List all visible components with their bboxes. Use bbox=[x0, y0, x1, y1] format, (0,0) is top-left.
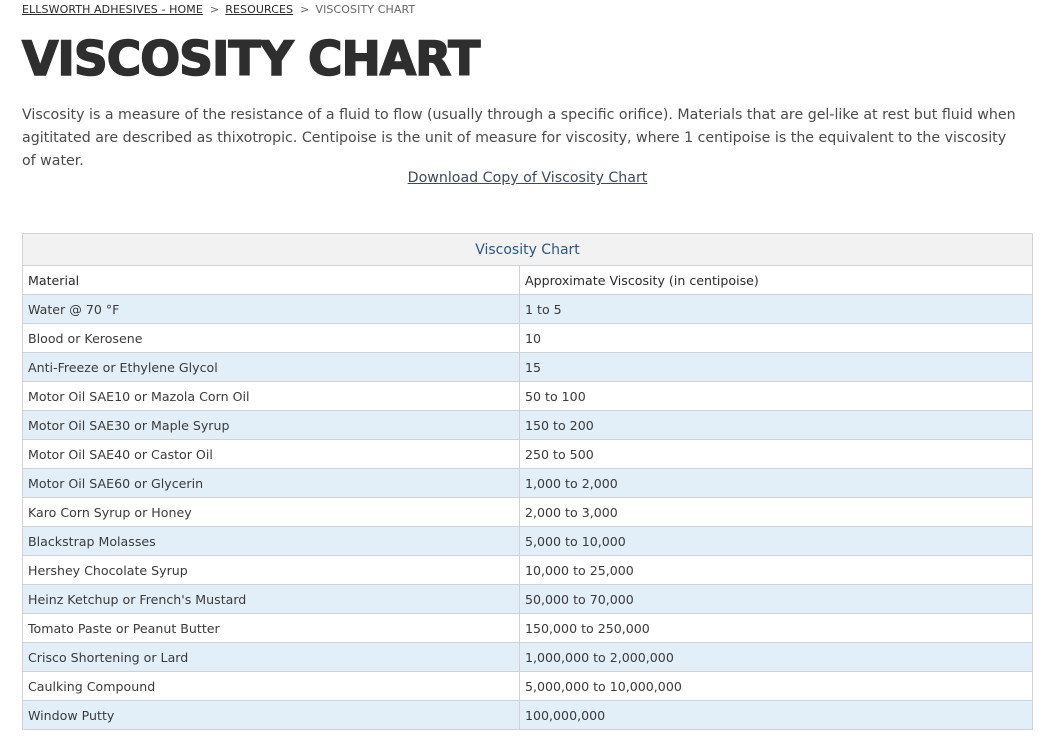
viscosity-cell: 1,000 to 2,000 bbox=[520, 469, 1033, 498]
viscosity-cell: 150 to 200 bbox=[520, 411, 1033, 440]
material-cell: Hershey Chocolate Syrup bbox=[23, 556, 520, 585]
material-cell: Blackstrap Molasses bbox=[23, 527, 520, 556]
viscosity-cell: 5,000 to 10,000 bbox=[520, 527, 1033, 556]
breadcrumb-separator: > bbox=[300, 3, 310, 16]
material-cell: Tomato Paste or Peanut Butter bbox=[23, 614, 520, 643]
table-caption-row bbox=[23, 234, 1033, 266]
material-cell: Crisco Shortening or Lard bbox=[23, 643, 520, 672]
table-row bbox=[23, 411, 1033, 440]
column-header-viscosity: Approximate Viscosity (in centipoise) bbox=[520, 266, 1033, 295]
table-body bbox=[23, 295, 1033, 730]
viscosity-cell: 1,000,000 to 2,000,000 bbox=[520, 643, 1033, 672]
table-row bbox=[23, 469, 1033, 498]
breadcrumb bbox=[22, 3, 415, 16]
table-row bbox=[23, 295, 1033, 324]
viscosity-cell: 5,000,000 to 10,000,000 bbox=[520, 672, 1033, 701]
download-chart-link[interactable]: Download Copy of Viscosity Chart bbox=[407, 170, 648, 186]
viscosity-cell: 50,000 to 70,000 bbox=[520, 585, 1033, 614]
material-cell: Heinz Ketchup or French's Mustard bbox=[23, 585, 520, 614]
breadcrumb-separator: > bbox=[209, 3, 220, 16]
viscosity-cell: 15 bbox=[520, 353, 1033, 382]
material-cell: Motor Oil SAE60 or Glycerin bbox=[23, 469, 520, 498]
table-row bbox=[23, 382, 1033, 411]
material-cell: Blood or Kerosene bbox=[23, 324, 520, 353]
material-cell: Window Putty bbox=[23, 701, 520, 730]
viscosity-cell: 2,000 to 3,000 bbox=[520, 498, 1033, 527]
viscosity-cell: 10 bbox=[520, 324, 1033, 353]
table-row bbox=[23, 498, 1033, 527]
material-cell: Motor Oil SAE40 or Castor Oil bbox=[23, 440, 520, 469]
material-cell: Water @ 70 °F bbox=[23, 295, 520, 324]
material-cell: Motor Oil SAE10 or Mazola Corn Oil bbox=[23, 382, 520, 411]
table-row bbox=[23, 643, 1033, 672]
table-row bbox=[23, 614, 1033, 643]
breadcrumb-current: VISCOSITY CHART bbox=[315, 3, 416, 16]
intro-paragraph: Viscosity is a measure of the resistance of a fluid to flow (usually through a specific orifice). Materials that are gel-like at rest but fluid when agititated are described as thixotropic. Centipoise is the unit of measure for viscosity, where 1 centipoise is the equivalent to the viscosity of water. bbox=[22, 107, 1016, 169]
table-row bbox=[23, 585, 1033, 614]
material-cell: Motor Oil SAE30 or Maple Syrup bbox=[23, 411, 520, 440]
material-cell: Anti-Freeze or Ethylene Glycol bbox=[23, 353, 520, 382]
material-cell: Karo Corn Syrup or Honey bbox=[23, 498, 520, 527]
viscosity-cell: 150,000 to 250,000 bbox=[520, 614, 1033, 643]
breadcrumb-home-link[interactable]: ELLSWORTH ADHESIVES - HOME bbox=[22, 3, 203, 16]
table-row bbox=[23, 556, 1033, 585]
viscosity-table bbox=[22, 233, 1033, 730]
table-row bbox=[23, 440, 1033, 469]
table-caption: Viscosity Chart bbox=[23, 234, 1033, 266]
download-container bbox=[0, 170, 1042, 186]
viscosity-cell: 250 to 500 bbox=[520, 440, 1033, 469]
table-row bbox=[23, 324, 1033, 353]
table-row bbox=[23, 527, 1033, 556]
viscosity-cell: 100,000,000 bbox=[520, 701, 1033, 730]
viscosity-cell: 10,000 to 25,000 bbox=[520, 556, 1033, 585]
column-header-material: Material bbox=[23, 266, 520, 295]
page-title: VISCOSITY CHART bbox=[22, 32, 480, 87]
table-header-row bbox=[23, 266, 1033, 295]
breadcrumb-resources-link[interactable]: RESOURCES bbox=[225, 3, 294, 16]
material-cell: Caulking Compound bbox=[23, 672, 520, 701]
table-row bbox=[23, 701, 1033, 730]
table-row bbox=[23, 672, 1033, 701]
table-row bbox=[23, 353, 1033, 382]
viscosity-cell: 50 to 100 bbox=[520, 382, 1033, 411]
viscosity-cell: 1 to 5 bbox=[520, 295, 1033, 324]
